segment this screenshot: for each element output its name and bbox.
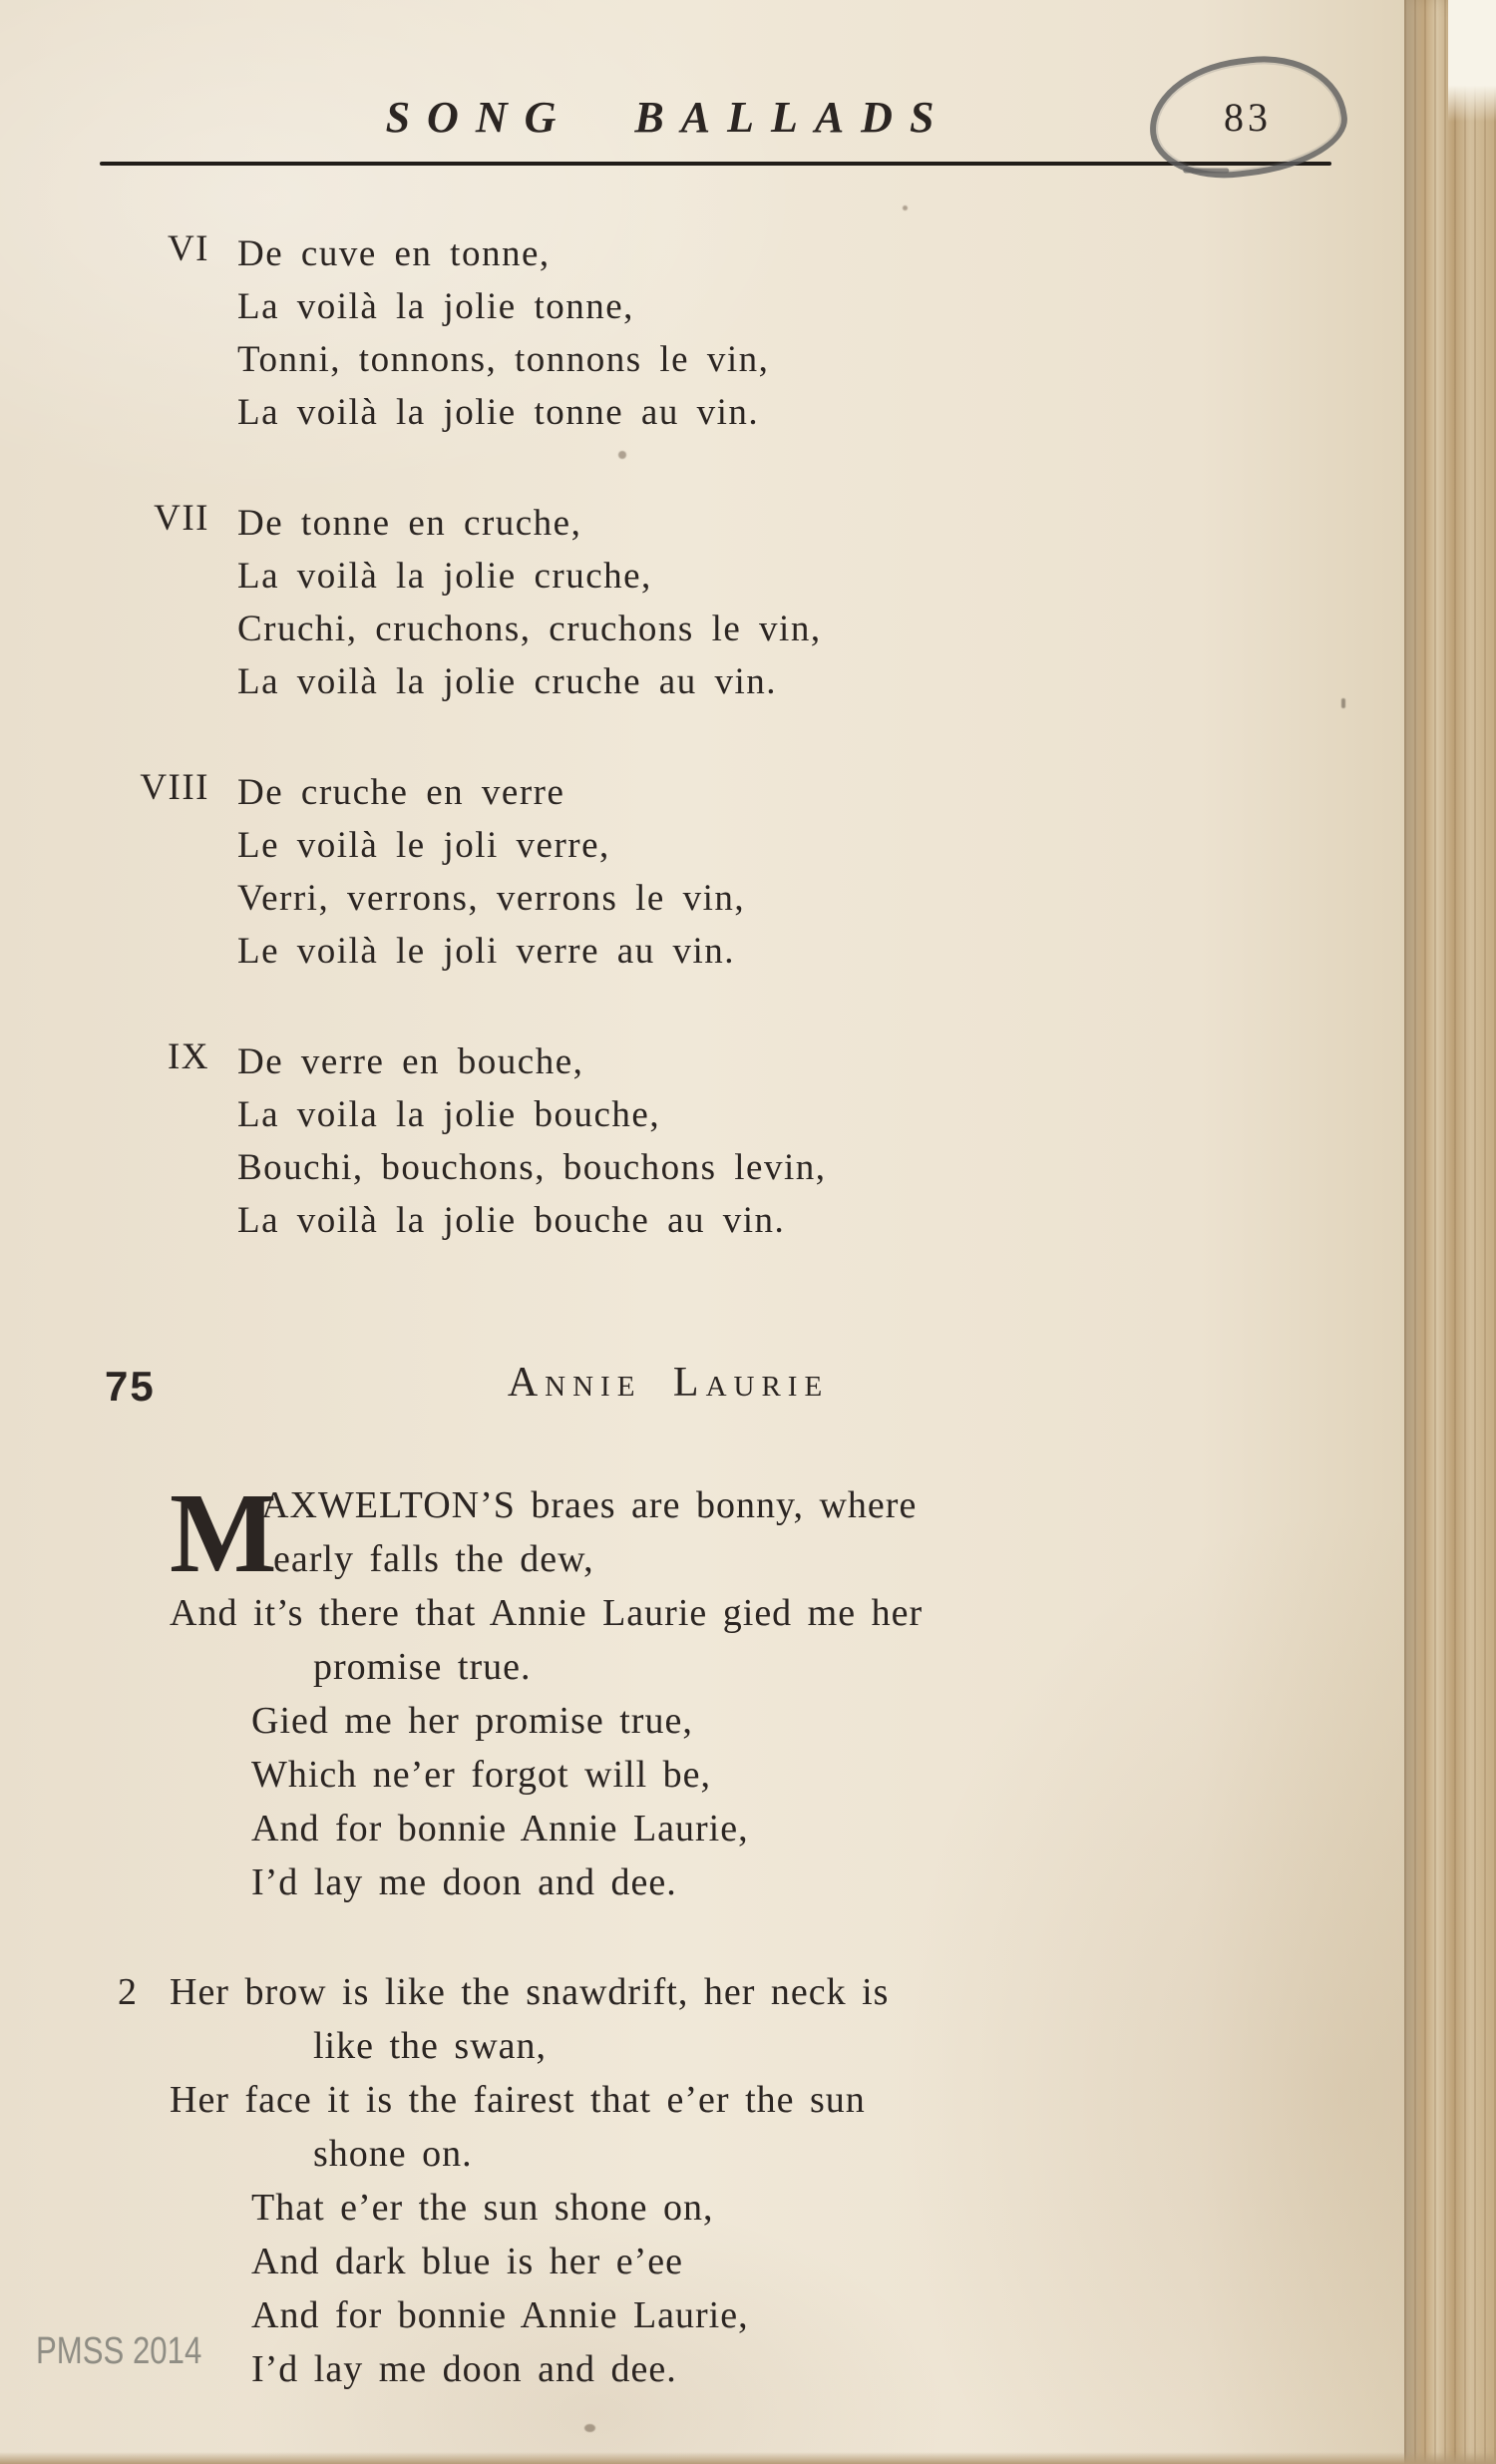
annie-laurie-verse-1 — [170, 1469, 1346, 1909]
bottom-page-edge — [0, 2452, 1496, 2464]
verse-line: I’d lay me doon and dee. — [251, 1861, 677, 1903]
paper-speck — [1341, 698, 1345, 708]
verse-line: Gied me her promise true, — [251, 1700, 693, 1742]
verse-line: That e’er the sun shone on, — [251, 2187, 714, 2229]
french-song-verses — [100, 227, 1496, 1247]
verse-line: Le voilà le joli verre au vin. — [237, 931, 735, 972]
song-title: Annie Laurie — [507, 1360, 830, 1406]
song-verse — [100, 766, 1496, 978]
verse-lines — [237, 1035, 1496, 1247]
verse-line: And for bonnie Annie Laurie, — [251, 2294, 749, 2336]
verse-numeral: VII — [154, 498, 209, 539]
verse-line: early falls the dew, — [273, 1538, 594, 1580]
header-rule — [100, 162, 1331, 166]
dropcap-lines — [261, 1478, 917, 1586]
song-number: 75 — [105, 1363, 156, 1410]
dropcap-row — [170, 1469, 1346, 1596]
verse-line: De tonne en cruche, — [237, 503, 582, 544]
verse-line: 2 Her brow is like the snawdrift, her neck is — [170, 1965, 1346, 2019]
verse-line: like the swan, — [313, 2025, 548, 2067]
verse-line: La voilà la jolie tonne au vin. — [237, 392, 760, 433]
book-fore-edge — [1404, 0, 1496, 2464]
verse-line: De cruche en verre — [237, 772, 565, 813]
verse-line: And for bonnie Annie Laurie, — [251, 1808, 749, 1849]
verse-line: De verre en bouche, — [237, 1041, 584, 1082]
verse-line: La voilà la jolie cruche, — [237, 556, 652, 597]
page-header — [0, 0, 1496, 162]
verse-line: Verri, verrons, verrons le vin, — [237, 878, 746, 919]
verse-line: Bouchi, bouchons, bouchons levin, — [237, 1147, 827, 1188]
paper-speck — [903, 205, 908, 210]
verse-line: promise true. — [313, 1646, 532, 1688]
song-verse — [100, 227, 1496, 439]
annie-laurie-verse1-rest — [170, 1586, 1346, 1909]
verse-numeral: VI — [167, 228, 209, 269]
verse-line: La voilà la jolie bouche au vin. — [237, 1200, 786, 1241]
page-corner — [1448, 0, 1496, 122]
verse-line: De cuve en tonne, — [237, 233, 551, 274]
verse-line: I’d lay me doon and dee. — [251, 2348, 677, 2390]
verse-line: La voilà la jolie tonne, — [237, 286, 634, 327]
verse-line: AXWELTON’S braes are bonny, where — [261, 1484, 918, 1526]
paper-speck — [584, 2424, 595, 2432]
verse-line: Le voilà le joli verre, — [237, 825, 610, 866]
verse-line: shone on. — [313, 2133, 473, 2175]
verse-line: La voilà la jolie cruche au vin. — [237, 661, 778, 702]
pencil-circle-annotation — [1143, 46, 1353, 187]
verse-line: Cruchi, cruchons, cruchons le vin, — [237, 609, 822, 649]
verse-number: 2 — [118, 1971, 138, 2013]
page-header-title: SONG BALLADS — [385, 93, 951, 142]
verse-line: Which ne’er forgot will be, — [251, 1754, 711, 1796]
verse-line: And dark blue is her e’ee — [251, 2241, 684, 2282]
song-header — [0, 1359, 1496, 1421]
dropcap-letter: M — [170, 1469, 278, 1596]
verse-line: Her face it is the fairest that e’er the sun — [170, 2079, 866, 2121]
verse-lines — [237, 227, 1496, 439]
verse-lines — [237, 766, 1496, 978]
page-number: 83 — [1224, 94, 1272, 140]
song-verse — [100, 497, 1496, 708]
song-verse — [100, 1035, 1496, 1247]
verse-line: And it’s there that Annie Laurie gied me her — [170, 1592, 924, 1634]
paper-speck — [618, 451, 626, 459]
verse-lines — [237, 497, 1496, 708]
verse-line: Tonni, tonnons, tonnons le vin, — [237, 339, 770, 380]
verse-numeral: VIII — [140, 767, 209, 808]
watermark: PMSS 2014 — [36, 2330, 202, 2372]
verse-numeral: IX — [167, 1036, 209, 1077]
verse-line: La voila la jolie bouche, — [237, 1094, 661, 1135]
